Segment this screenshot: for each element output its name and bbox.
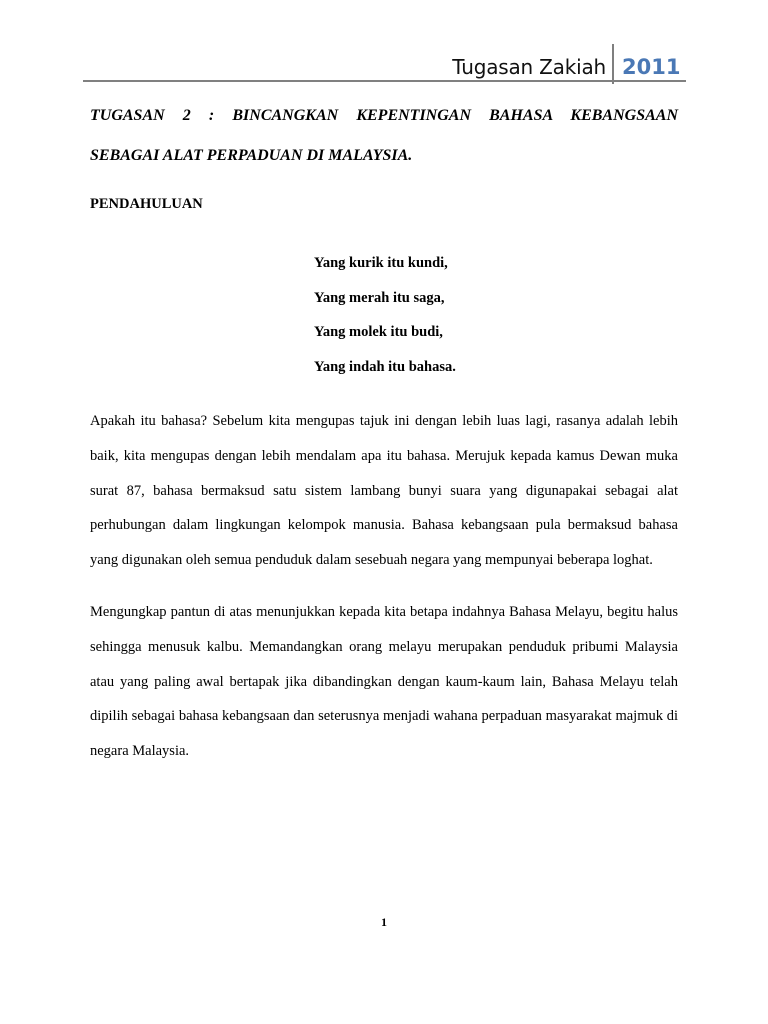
- header-year: 2011: [622, 55, 681, 79]
- section-heading: PENDAHULUAN: [90, 196, 203, 212]
- header-author: Tugasan Zakiah: [452, 55, 606, 79]
- document-body: [90, 96, 678, 769]
- pantun-line: Yang molek itu budi,: [314, 324, 443, 340]
- page-header: [452, 44, 684, 84]
- title-line-2: SEBAGAI ALAT PERPADUAN DI MALAYSIA.: [90, 147, 413, 164]
- page-number: 1: [381, 915, 387, 929]
- pantun-line: Yang merah itu saga,: [314, 289, 445, 306]
- header-rule: [83, 80, 686, 82]
- document-title: [90, 96, 678, 176]
- pantun: [90, 246, 678, 384]
- paragraph: Apakah itu bahasa? Sebelum kita mengupas tajuk ini dengan lebih luas lagi, rasanya adalah lebih baik, kita mengupas dengan lebih mendalam apa itu bahasa. Merujuk kepada kamus Dewan muka surat 87, bahasa bermaksud satu sistem lambang bunyi suara yang digunapakai sebagai alat perhubungan dalam lingkungan kelompok manusia. Bahasa kebangsaan pula bermaksud bahasa yang digunakan oleh semua penduduk dalam sesebuah negara yang mempunyai beberapa loghat.: [90, 413, 678, 569]
- paragraph: Mengungkap pantun di atas menunjukkan kepada kita betapa indahnya Bahasa Melayu, begitu halus sehingga menusuk kalbu. Memandangkan orang melayu merupakan penduduk pribumi Malaysia atau yang paling awal bertapak jika dibandingkan dengan kaum-kaum lain, Bahasa Melayu telah dipilih sebagai bahasa kebangsaan dan seterusnya menjadi wahana perpaduan masyarakat majmuk di negara Malaysia.: [90, 603, 678, 760]
- pantun-line: Yang indah itu bahasa.: [314, 358, 456, 375]
- title-line-1: TUGASAN 2 : BINCANGKAN KEPENTINGAN BAHASA KEBANGSAAN: [90, 107, 678, 124]
- pantun-line: Yang kurik itu kundi,: [314, 255, 448, 271]
